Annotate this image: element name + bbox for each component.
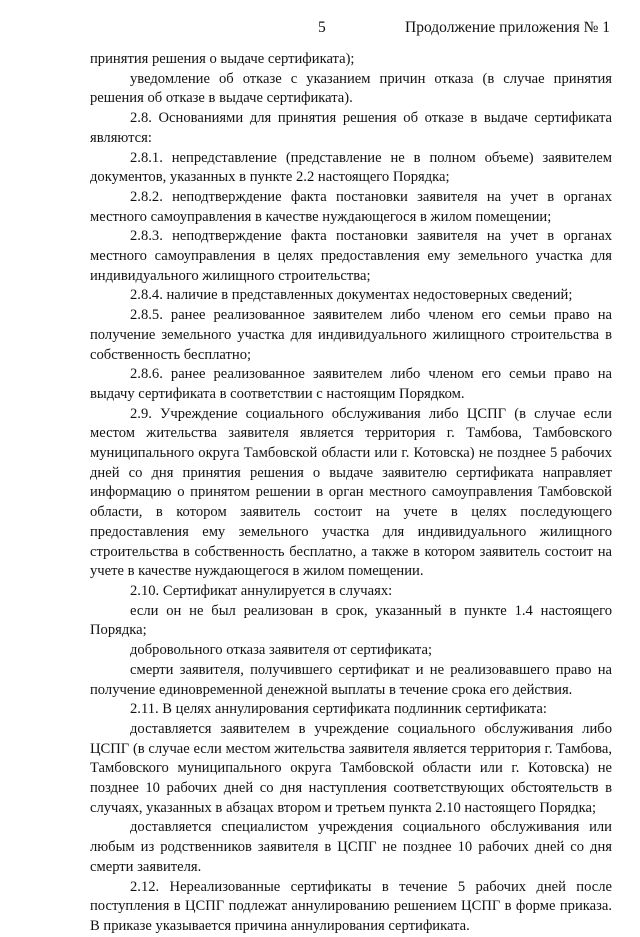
paragraph: уведомление об отказе с указанием причин отказа (в случае принятия решения об отказе в выдаче сертификата). bbox=[90, 70, 612, 107]
paragraph: 2.8.6. ранее реализованное заявителем либо членом его семьи право на выдачу сертификата в соответствии с настоящим Порядком. bbox=[90, 366, 612, 402]
paragraph: 2.8. Основаниями для принятия решения об отказе в выдаче сертификата являются: bbox=[90, 110, 612, 146]
paragraph: доставляется специалистом учреждения социального обслуживания или любым из родственников заявителя в ЦСПГ не позднее 10 рабочих дней со дня смерти заявителя. bbox=[90, 819, 612, 875]
paragraph: принятия решения о выдаче сертификата); bbox=[90, 51, 355, 67]
paragraph: 2.8.1. непредставление (представление не в полном объеме) заявителем документов, указанных в пункте 2.2 настоящего Порядка; bbox=[90, 149, 612, 186]
paragraph: 2.8.4. наличие в представленных документах недостоверных сведений; bbox=[130, 287, 573, 304]
paragraph: 2.11. В целях аннулирования сертификата подлинник сертификата: bbox=[130, 701, 547, 718]
paragraph: если он не был реализован в срок, указанный в пункте 1.4 настоящего Порядка; bbox=[90, 602, 612, 639]
paragraph: 2.12. Нереализованные сертификаты в течение 5 рабочих дней после поступления в ЦСПГ подлежат аннулированию решением ЦСПГ в форме приказа. В приказе указывается причина аннулирования сертификата. bbox=[90, 878, 612, 934]
paragraph: 2.9. Учреждение социального обслуживания либо ЦСПГ (в случае если местом жительства заявителя является территория г. Тамбова, Тамбовского муниципального округа Тамбовской области или г. Котовска) не позднее 5 рабочих дней со дня принятия решения о выдаче заявителю сертификата направляет информацию о принятом решении в орган местного самоуправления Тамбовской области, в котором заявитель состоит на учете в целях последующего предоставления ему земельного участка для индивидуального жилищного строительства в собственность бесплатно, а также в котором заявитель состоит на учете в качестве нуждающегося в жилом помещении. bbox=[90, 405, 612, 580]
paragraph: 2.8.3. неподтверждение факта постановки заявителя на учет в органах местного самоуправления в целях предоставления ему земельного участка для индивидуального жилищного строительства; bbox=[90, 228, 612, 284]
paragraph: 2.8.2. неподтверждение факта постановки заявителя на учет в органах местного самоуправления в качестве нуждающегося в жилом помещении; bbox=[90, 188, 612, 225]
paragraph: добровольного отказа заявителя от сертификата; bbox=[130, 642, 433, 659]
paragraph: 2.10. Сертификат аннулируется в случаях: bbox=[130, 582, 393, 599]
paragraph: смерти заявителя, получившего сертификат и не реализовавшего право на получение единовременной денежной выплаты в течение срока его действия. bbox=[90, 661, 612, 698]
page-number: 5 bbox=[318, 19, 326, 36]
document-body bbox=[90, 50, 612, 937]
paragraph: доставляется заявителем в учреждение социального обслуживания либо ЦСПГ (в случае если местом жительства заявителя является территория г. Тамбова, Тамбовского муниципального округа Тамбовской области или г. Котовска) не позднее 10 рабочих дней со дня наступления соответствующих обстоятельств в случаях, указанных в абзацах втором и третьем пункта 2.10 настоящего Порядка; bbox=[90, 720, 612, 816]
page-header bbox=[0, 19, 640, 41]
paragraph: 2.8.5. ранее реализованное заявителем либо членом его семьи право на получение земельного участка для индивидуального жилищного строительства в собственность бесплатно; bbox=[90, 307, 612, 363]
appendix-label: Продолжение приложения № 1 bbox=[405, 19, 610, 36]
